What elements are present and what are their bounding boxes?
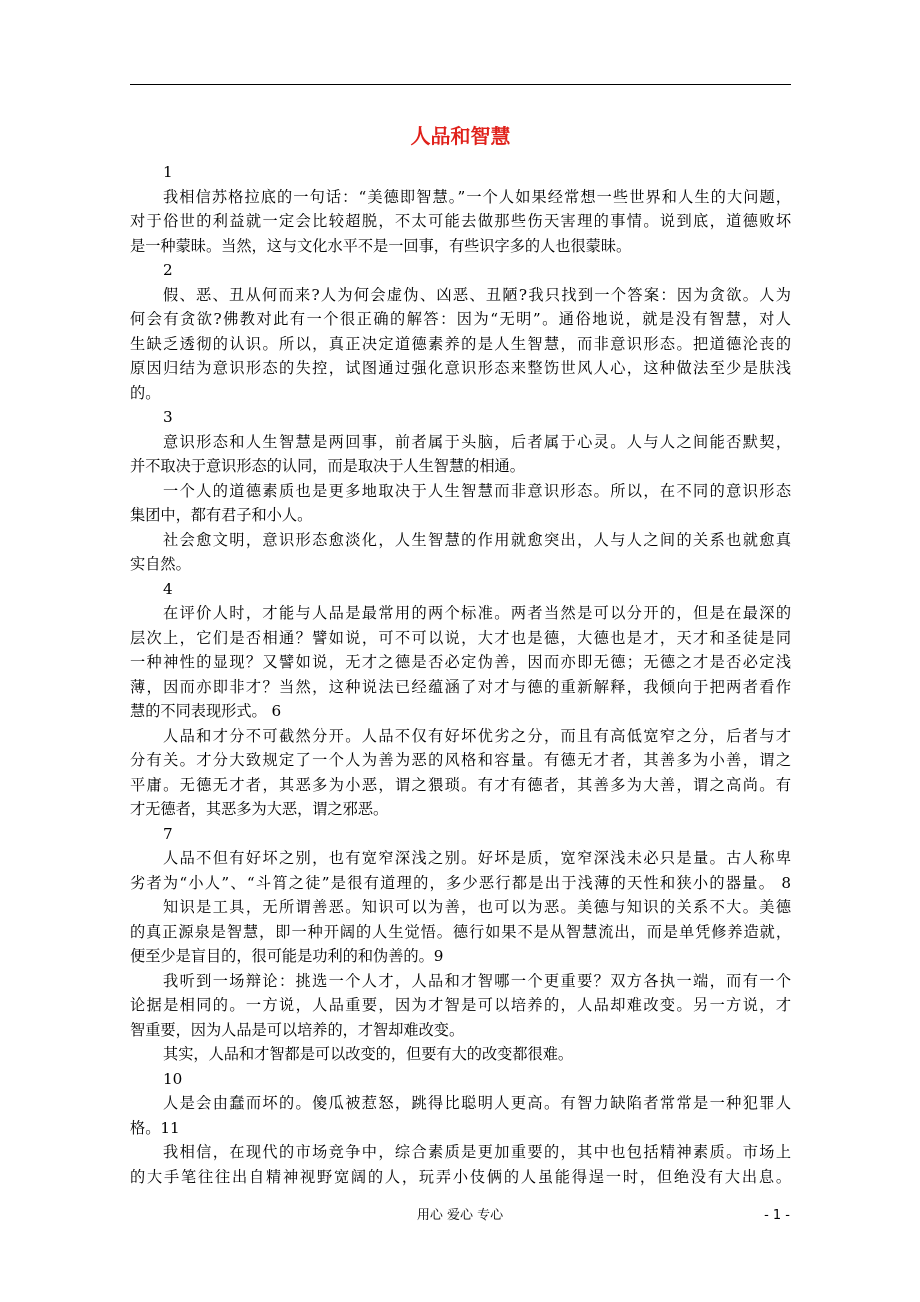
section-number: 3: [163, 408, 173, 426]
text-line: 原因归结为意识形态的失控，试图通过强化意识形态来整饬世风人心，这种做法至少是肤浅: [130, 359, 791, 377]
text-line: 人是会由蠢而坏的。傻瓜被惹怒，跳得比聪明人更高。有智力缺陷者常常是一种犯罪人: [163, 1094, 791, 1112]
text-line: 慧的不同表现形式。 6: [130, 702, 282, 720]
text-line: 实自然。: [130, 555, 191, 573]
text-line: 劣者为“小人”、“斗筲之徒”是很有道理的，多少恶行都是出于浅薄的天性和狭小的器量。 8: [130, 873, 791, 892]
text-line: 社会愈文明，意识形态愈淡化，人生智慧的作用就愈突出，人与人之间的关系也就愈真: [163, 530, 791, 549]
text-line: 分有关。才分大致规定了一个人为善为恶的风格和容量。有德无才者，其善多为小善，谓之: [130, 751, 791, 769]
text-line: 并不取决于意识形态的认同，而是取决于人生智慧的相通。: [130, 457, 525, 475]
section-number: 4: [163, 579, 173, 598]
text-line: 智重要，因为人品是可以培养的，才智却难改变。: [130, 1020, 465, 1039]
text-line: 生缺乏透彻的认识。所以，真正决定道德素养的是人生智慧，而非意识形态。把道德沦丧的: [130, 334, 791, 353]
text-line: 平庸。无德无才者，其恶多为小恶，谓之猥琐。有才有德者，其善多为大善，谓之高尚。有: [130, 775, 791, 794]
footer-slogan: 用心 爱心 专心: [416, 1208, 504, 1223]
text-line: 我相信苏格拉底的一句话：“美德即智慧。”一个人如果经常想一些世界和人生的大问题，: [163, 187, 791, 206]
text-line: 才无德者，其恶多为大恶，谓之邪恶。: [130, 800, 389, 818]
page-footer: [0, 1206, 920, 1226]
text-line: 格。11: [130, 1118, 180, 1137]
text-line: 薄，因而亦即非才？当然，这种说法已经蕴涵了对才与德的重新解释，我倾向于把两者看作: [130, 677, 791, 696]
text-line: 集团中，都有君子和小人。: [130, 506, 313, 524]
text-line: 层次上，它们是否相通？譬如说，可不可以说，大才也是德，大德也是才，天才和圣徒是同: [130, 628, 791, 647]
text-line: 在评价人时，才能与人品是最常用的两个标准。两者当然是可以分开的，但是在最深的: [163, 604, 791, 622]
text-line: 是一种蒙昧。当然，这与文化水平不是一回事，有些识字多的人也很蒙昧。: [130, 236, 632, 255]
text-line: 一种神性的显现？又譬如说，无才之德是否必定伪善，因而亦即无德；无德之才是否必定浅: [130, 653, 791, 671]
text-line: 人品和才分不可截然分开。人品不仅有好坏优劣之分，而且有高低宽窄之分，后者与才: [163, 726, 791, 745]
text-line: 假、恶、丑从何而来?人为何会虚伪、凶恶、丑陋?我只找到一个答案：因为贪欲。人为: [163, 285, 791, 304]
text-line: 对于俗世的利益就一定会比较超脱，不太可能去做那些伤天害理的事情。说到底，道德败坏: [130, 212, 791, 230]
text-line: 便至少是盲目的，很可能是功利的和伪善的。9: [130, 947, 444, 965]
text-line: 意识形态和人生智慧是两回事，前者属于头脑，后者属于心灵。人与人之间能否默契，: [163, 432, 791, 451]
text-line: 的大手笔往往出自精神视野宽阔的人，玩弄小伎俩的人虽能得逞一时，但绝没有大出息。: [130, 1167, 791, 1186]
document-title: 人品和智慧: [410, 124, 511, 148]
text-line: 一个人的道德素质也是更多地取决于人生智慧而非意识形态。所以，在不同的意识形态: [163, 481, 791, 500]
section-number: 7: [163, 824, 173, 843]
document-body: [130, 160, 791, 1189]
section-number: 1: [163, 163, 173, 181]
section-number: 10: [163, 1069, 183, 1088]
text-line: 论据是相同的。一方说，人品重要，因为才智是可以培养的，人品却难改变。另一方说，才: [130, 996, 791, 1014]
text-line: 的真正源泉是智慧，即一种开阔的人生觉悟。德行如果不是从智慧流出，而是单凭修养造就，: [130, 922, 791, 941]
text-line: 知识是工具，无所谓善恶。知识可以为善，也可以为恶。美德与知识的关系不大。美德: [163, 898, 791, 916]
text-line: 其实，人品和才智都是可以改变的，但要有大的改变都很难。: [163, 1045, 574, 1063]
header-rule: [130, 84, 791, 85]
text-line: 我听到一场辩论：挑选一个人才，人品和才智哪一个更重要？双方各执一端，而有一个: [163, 971, 791, 990]
text-line: 我相信，在现代的市场竞争中，综合素质是更加重要的，其中也包括精神素质。市场上: [163, 1143, 791, 1161]
text-line: 何会有贪欲?佛教对此有一个很正确的解答：因为“无明”。通俗地说，就是没有智慧，对人: [130, 310, 791, 328]
text-line: 人品不但有好坏之别，也有宽窄深浅之别。好坏是质，宽窄深浅未必只是量。古人称卑: [163, 849, 791, 867]
section-number: 2: [163, 261, 173, 279]
text-line: 的。: [130, 383, 161, 402]
page-number: - 1 -: [764, 1208, 790, 1223]
